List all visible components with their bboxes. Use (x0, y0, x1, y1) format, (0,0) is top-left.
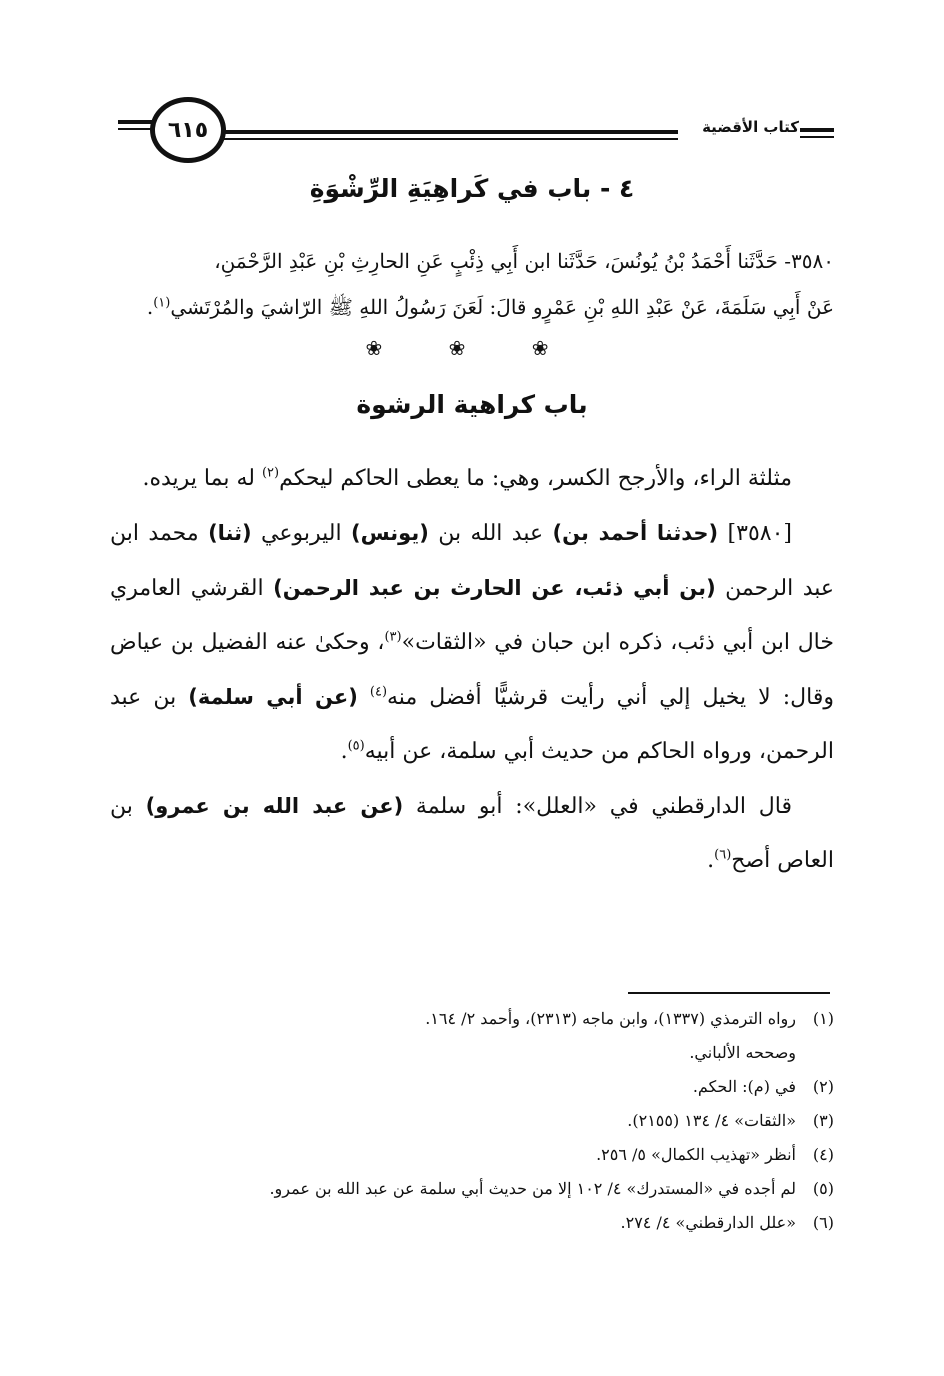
footnote-ref-2: (٢) (261, 465, 280, 481)
footnote-6 (110, 1206, 834, 1240)
footnote-ref-6: (٦) (714, 847, 732, 863)
hadith-line-1: ٣٥٨٠- حَدَّثَنا أَحْمَدُ بْنُ يُونُسَ، حَدَّثَنا ابن أَبِي ذِئْبٍ عَنِ الحارِثِ بْنِ عَبْدِ الرَّحْمَنِ، (214, 249, 834, 273)
p2-text-h (358, 685, 370, 710)
footnote-3 (110, 1104, 834, 1138)
header-rule-right (800, 128, 834, 132)
footnote-4 (110, 1138, 834, 1172)
hadith-text (110, 238, 834, 330)
footnote-text: رواه الترمذي (١٣٣٧)، وابن ماجه (٢٣١٣)، وأحمد ٢/ ١٦٤. (425, 1009, 796, 1028)
footnote-ref-5: (٥) (347, 738, 365, 754)
hadith-end: . (146, 295, 154, 319)
header-rule-main-thin (218, 138, 678, 140)
matn-quote: (عن عبد الله بن عمرو) (145, 794, 404, 818)
matn-quote: (بن أبي ذئب، عن الحارث بن عبد الرحمن) (273, 576, 716, 600)
section-separator: ❀ ❀ ❀ (365, 336, 579, 360)
chapter-heading: ٤ - باب في كَراهِيَةِ الرِّشْوَةِ (309, 174, 635, 203)
page-number: ٦١٥ (150, 97, 226, 163)
hadith-line-2 (110, 284, 834, 330)
footnote-text: وصححه الألباني. (689, 1043, 796, 1062)
p2-text-j: . (340, 739, 348, 764)
footnote-text: أنظر «تهذيب الكمال» ٥/ ٢٥٦. (596, 1145, 796, 1164)
footnote-text: «علل الدارقطني» ٤/ ٢٧٤. (620, 1213, 796, 1232)
header-rule-right-thin (800, 136, 834, 138)
footnote-number: (٣) (812, 1111, 834, 1130)
p3-text-c: بن العاص أصح (110, 794, 834, 873)
commentary-heading: باب كراهية الرشوة (356, 390, 588, 419)
footnote-number: (٥) (812, 1179, 834, 1198)
header-rule-main (218, 130, 678, 134)
matn-quote: (حدثنا أحمد بن) (552, 521, 719, 545)
footnote-text: لم أجده في «المستدرك» ٤/ ١٠٢ إلا من حديث أبي سلمة عن عبد الله بن عمرو. (269, 1179, 796, 1198)
hadith-number: [٣٥٨٠] (718, 521, 792, 546)
p2-text-e: محمد ابن عبد الرحمن (110, 521, 835, 601)
matn-quote: (يونس) (350, 521, 429, 545)
commentary-paragraph-1 (110, 452, 834, 506)
p3-text-d: . (707, 848, 715, 873)
footnote-ref-4: (٤) (369, 684, 388, 700)
p2-text-i: بن عبد الرحمن، ورواه الحاكم من حديث أبي سلمة، عن أبيه (110, 685, 834, 764)
footnote-number: (٤) (812, 1145, 834, 1164)
p2-text-f: القرشي العامري خال ابن أبي ذئب، ذكره ابن حبان في «الثقات» (110, 576, 834, 655)
p2-text-d: اليربوعي (251, 521, 351, 546)
footnote-2 (110, 1070, 834, 1104)
footnotes (110, 1002, 834, 1240)
book-title: كتاب الأقضية (702, 118, 799, 136)
matn-quote: (عن أبي سلمة) (188, 685, 358, 709)
footnote-rule (628, 992, 830, 994)
footnote-text: في (م): الحكم. (692, 1077, 796, 1096)
p2-text-c: عبد الله بن (428, 521, 553, 546)
p1-text-b: له بما يريده. (142, 466, 262, 491)
p2-text-g: ، وحكىٰ عنه الفضيل بن عياض وقال: لا يخيل إلي أني رأيت قرشيًّا أفضل منه (110, 630, 834, 710)
footnote-number: (٢) (812, 1077, 834, 1096)
footnote-ref-3: (٣) (384, 629, 402, 645)
footnote-1 (110, 1002, 834, 1036)
commentary-body (110, 452, 834, 888)
footnote-ref-1: (١) (153, 295, 171, 311)
footnote-text: «الثقات» ٤/ ١٣٤ (٢١٥٥). (627, 1111, 796, 1130)
footnote-5 (110, 1172, 834, 1206)
matn-quote: (ثنا) (208, 521, 252, 545)
p3-text-a: قال الدارقطني في «العلل»: أبو سلمة (403, 794, 792, 819)
p1-text-a: مثلثة الراء، والأرجح الكسر، وهي: ما يعطى الحاكم ليحكم (279, 466, 792, 491)
footnote-number: (٦) (812, 1213, 834, 1232)
footnote-1-continued (110, 1036, 834, 1070)
footnote-number: (١) (812, 1009, 834, 1028)
commentary-paragraph-2 (110, 506, 834, 779)
commentary-paragraph-3 (110, 779, 834, 888)
hadith-line-2-text: عَنْ أَبِي سَلَمَةَ، عَنْ عَبْدِ اللهِ بْنِ عَمْرٍو قالَ: لَعَنَ رَسُولُ اللهِ ﷺ الرّاشيَ والمُرْتَشي (170, 295, 834, 319)
